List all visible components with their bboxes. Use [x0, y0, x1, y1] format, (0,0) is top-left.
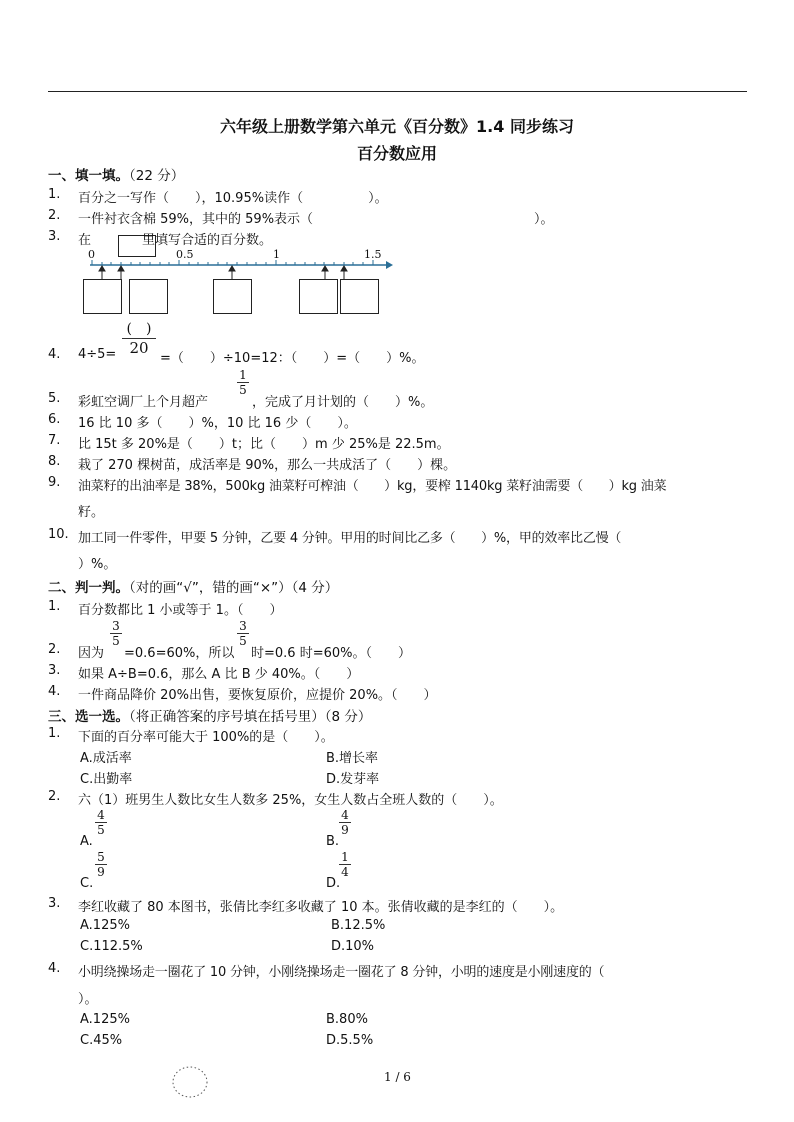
- dotted-circle-mark: [170, 1064, 210, 1100]
- choose-q4-option-c[interactable]: C.45%: [80, 1033, 123, 1048]
- answer-box-2[interactable]: [129, 279, 168, 314]
- choose-q4-cont: ）。: [78, 992, 98, 1007]
- fill-q4-post: =（ ）÷10=12：（ ）=（ ）%。: [160, 351, 425, 366]
- judge-q2-fraction-2: [237, 619, 249, 648]
- choose-q2-c-fraction: [95, 850, 107, 879]
- fill-q10-text: 加工同一件零件，甲要 5 分钟，乙要 4 分钟。甲用的时间比乙多（ ）%，甲的效率比乙慢（: [78, 531, 622, 546]
- judge-q4-text: 一件商品降价 20%出售，要恢复原价，应提价 20%。（ ）: [78, 688, 437, 703]
- fill-q6-text: 16 比 10 多（ ）%，10 比 16 少（ ）。: [78, 416, 357, 431]
- choose-q3-option-b[interactable]: B.12.5%: [331, 918, 386, 933]
- choose-q2-option-c[interactable]: C.: [80, 876, 94, 891]
- numberline-label-0: 0: [88, 248, 95, 261]
- choose-q3-option-c[interactable]: C.112.5%: [80, 939, 143, 954]
- fill-q3-pre: 在: [78, 233, 92, 248]
- choose-q2-text: 六（1）班男生人数比女生人数多 25%，女生人数占全班人数的（ ）。: [78, 793, 503, 808]
- choose-q3-option-d[interactable]: D.10%: [331, 939, 375, 954]
- choose-q2-option-d[interactable]: D.: [326, 876, 341, 891]
- judge-q2-post: 时=0.6 时=60%。（ ）: [251, 646, 411, 661]
- section-2-score: （对的画“√”，错的画“×”）（4 分）: [129, 580, 339, 596]
- fill-q10-number: 10.: [48, 527, 69, 542]
- choose-q2-a-fraction: [95, 808, 107, 837]
- fill-q10-cont: ）%。: [78, 557, 117, 572]
- fill-q5-post: ，完成了月计划的（ ）%。: [252, 395, 434, 410]
- fill-q8-number: 8.: [48, 454, 61, 469]
- judge-q3-text: 如果 A÷B=0.6，那么 A 比 B 少 40%。（ ）: [78, 667, 360, 682]
- section-1-title: 一、填一填。: [48, 168, 129, 184]
- choose-q3-text: 李红收藏了 80 本图书，张倩比李红多收藏了 10 本。张倩收藏的是李红的（ ）。: [78, 900, 564, 915]
- answer-box-5[interactable]: [340, 279, 379, 314]
- page-subtitle: 百分数应用: [356, 144, 437, 163]
- choose-q2-c-num: 5: [97, 850, 105, 864]
- choose-q1-option-c[interactable]: C.出勤率: [80, 772, 133, 787]
- choose-q3-option-a[interactable]: A.125%: [80, 918, 130, 933]
- fill-q1-number: 1.: [48, 187, 61, 202]
- judge-q2-frac1-den: 5: [110, 633, 122, 648]
- page-title: 六年级上册数学第六单元《百分数》1.4 同步练习: [220, 117, 574, 136]
- section-3-heading: [48, 705, 371, 725]
- answer-box-3[interactable]: [213, 279, 252, 314]
- answer-box-1[interactable]: [83, 279, 122, 314]
- choose-q2-option-a[interactable]: A.: [80, 834, 93, 849]
- judge-q2-frac2-num: 3: [239, 619, 247, 633]
- fill-q4-frac-num: ( ): [126, 321, 152, 337]
- choose-q1-option-b[interactable]: B.增长率: [326, 751, 379, 766]
- choose-q2-a-den: 5: [95, 822, 107, 837]
- fill-q4-pre: 4÷5=: [78, 347, 117, 362]
- choose-q2-c-den: 9: [95, 864, 107, 879]
- fill-q9-cont: 籽。: [78, 505, 105, 520]
- section-3-score: （将正确答案的序号填在括号里）（8 分）: [129, 709, 372, 725]
- answer-box-4[interactable]: [299, 279, 338, 314]
- fill-q5-number: 5.: [48, 391, 61, 406]
- fill-q2-number: 2.: [48, 208, 61, 223]
- fill-q9-number: 9.: [48, 475, 61, 490]
- choose-q2-b-num: 4: [341, 808, 349, 822]
- judge-q4-number: 4.: [48, 684, 61, 699]
- choose-q2-d-den: 4: [339, 864, 351, 879]
- fill-q7-number: 7.: [48, 433, 61, 448]
- choose-q4-option-a[interactable]: A.125%: [80, 1012, 130, 1027]
- choose-q2-option-b[interactable]: B.: [326, 834, 340, 849]
- judge-q1-text: 百分数都比 1 小或等于 1。（ ）: [78, 603, 283, 618]
- judge-q2-number: 2.: [48, 642, 61, 657]
- choose-q4-number: 4.: [48, 961, 61, 976]
- judge-q2-fraction-1: [110, 619, 122, 648]
- number-line: [82, 250, 394, 282]
- fill-q5-fraction: [237, 368, 249, 397]
- section-2-heading: [48, 576, 338, 596]
- choose-q2-d-fraction: [339, 850, 351, 879]
- judge-q2-frac1-num: 3: [112, 619, 120, 633]
- fill-q6-number: 6.: [48, 412, 61, 427]
- fill-q4-number: 4.: [48, 347, 61, 362]
- choose-q1-option-a[interactable]: A.成活率: [80, 751, 132, 766]
- choose-q4-text: 小明绕操场走一圈花了 10 分钟，小刚绕操场走一圈花了 8 分钟，小明的速度是小刚速度的（: [78, 965, 605, 980]
- fill-q4-frac-den: 20: [122, 338, 156, 357]
- choose-q1-option-d[interactable]: D.发芽率: [326, 772, 380, 787]
- choose-q4-option-d[interactable]: D.5.5%: [326, 1033, 374, 1048]
- section-1-heading: [48, 164, 184, 184]
- fill-q5-pre: 彩虹空调厂上个月超产: [78, 395, 209, 410]
- choose-q1-text: 下面的百分率可能大于 100%的是（ ）。: [78, 730, 334, 745]
- section-1-score: （22 分）: [129, 168, 185, 184]
- choose-q1-number: 1.: [48, 726, 61, 741]
- fill-q8-text: 栽了 270 棵树苗，成活率是 90%，那么一共成活了（ ）棵。: [78, 458, 457, 473]
- choose-q2-b-fraction: [339, 808, 351, 837]
- numberline-label-1: 1: [273, 248, 280, 261]
- choose-q2-b-den: 9: [339, 822, 351, 837]
- numberline-label-1.5: 1.5: [364, 248, 382, 261]
- section-3-title: 三、选一选。: [48, 709, 129, 725]
- judge-q3-number: 3.: [48, 663, 61, 678]
- fill-q4-fraction: [122, 320, 156, 357]
- choose-q4-option-b[interactable]: B.80%: [326, 1012, 368, 1027]
- fill-q5-frac-den: 5: [237, 382, 249, 397]
- choose-q2-d-num: 1: [341, 850, 349, 864]
- choose-q2-number: 2.: [48, 789, 61, 804]
- judge-q2-frac2-den: 5: [237, 633, 249, 648]
- numberline-label-0.5: 0.5: [176, 248, 194, 261]
- fill-q9-text: 油菜籽的出油率是 38%，500kg 油菜籽可榨油（ ）kg，要榨 1140kg 菜籽油需要（ ）kg 油菜: [78, 479, 667, 494]
- fill-q1-text: 百分之一写作（ ），10.95%读作（ ）。: [78, 191, 388, 206]
- judge-q2-mid: =0.6=60%，所以: [124, 646, 235, 661]
- judge-q1-number: 1.: [48, 599, 61, 614]
- fill-q3-post: 里填写合适的百分数。: [142, 233, 273, 248]
- choose-q3-number: 3.: [48, 896, 61, 911]
- fill-q3-number: 3.: [48, 229, 61, 244]
- section-2-title: 二、判一判。: [48, 580, 129, 596]
- fill-q2-text: 一件衬衣含棉 59%，其中的 59%表示（ ）。: [78, 212, 554, 227]
- header-rule: [48, 91, 747, 92]
- choose-q2-a-num: 4: [97, 808, 105, 822]
- judge-q2-pre: 因为: [78, 646, 105, 661]
- fill-q5-frac-num: 1: [239, 368, 247, 382]
- fill-q7-text: 比 15t 多 20%是（ ）t；比（ ）m 少 25%是 22.5m。: [78, 437, 450, 452]
- page-number: 1 / 6: [384, 1070, 411, 1084]
